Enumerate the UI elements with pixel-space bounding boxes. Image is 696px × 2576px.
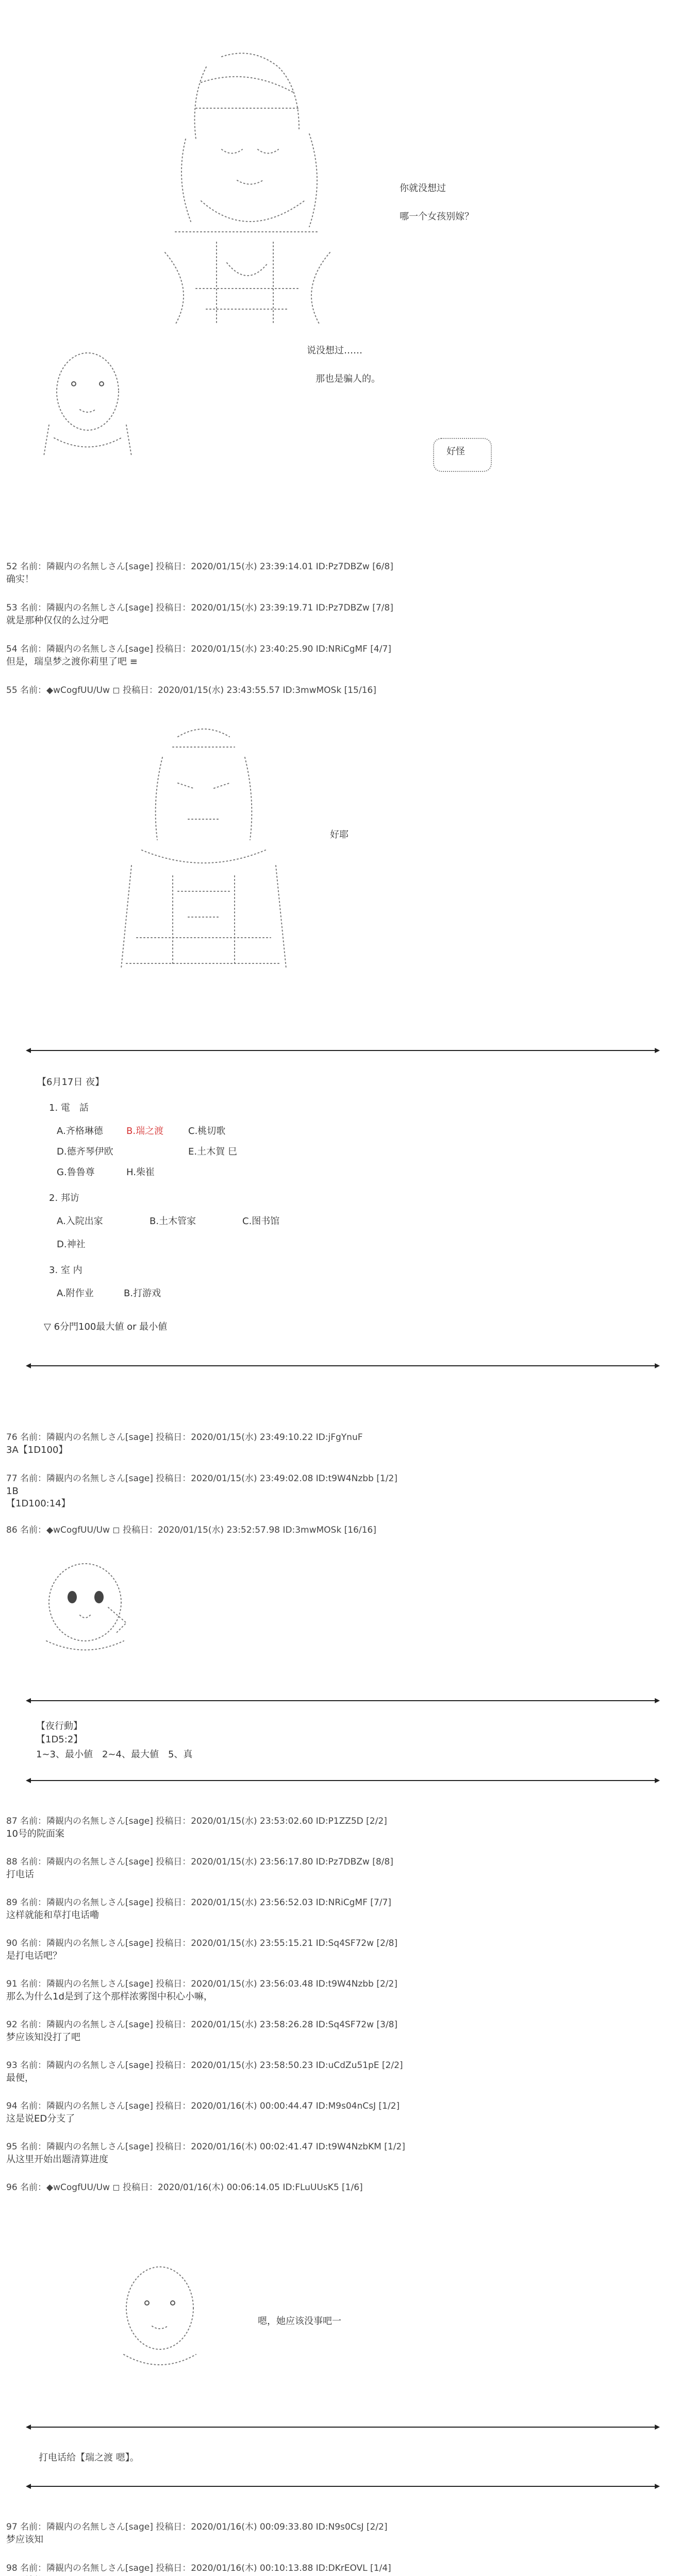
- divider-end: [655, 2425, 660, 2430]
- menu-option[interactable]: C.桃切歌: [188, 1126, 226, 1137]
- post-header: 98 名前：隣観内の名無しさん[sage] 投稿日：2020/01/16(木) 00:10:13.88 ID:DKrEOVL [1/4]: [6, 2563, 391, 2573]
- ascii-art-small-face-2: [108, 2257, 211, 2380]
- menu-option-selected[interactable]: B.瑞之渡: [126, 1126, 164, 1137]
- post-body: 是打电话吧？: [6, 1951, 62, 1961]
- ascii-art-surprised-face: [31, 1556, 139, 1659]
- ascii-art-character-2: [111, 721, 296, 989]
- post-body: 就是那种仅仅的么过分吧: [6, 615, 108, 626]
- post-body: 确实！: [6, 574, 34, 585]
- post-body: 10号的院面案: [6, 1828, 64, 1839]
- menu-option[interactable]: H.柴崔: [126, 1167, 155, 1178]
- menu-section: 1. 電 話: [49, 1103, 89, 1113]
- post-header: 53 名前：隣観内の名無しさん[sage] 投稿日：2020/01/15(水) 23:39:19.71 ID:Pz7DBZw [7/8]: [6, 603, 393, 613]
- menu-option[interactable]: A.入院出家: [57, 1216, 103, 1227]
- post-header: 86 名前：◆wCogfUU/Uw ◻ 投稿日：2020/01/15(水) 23:52:57.98 ID:3mwMOSk [16/16]: [6, 1525, 376, 1535]
- divider-end: [26, 1778, 31, 1783]
- divider-end: [26, 1048, 31, 1053]
- divider-end: [655, 1048, 660, 1053]
- action-roll: 【1D5:2】: [36, 1734, 83, 1745]
- post-header: 89 名前：隣観内の名無しさん[sage] 投稿日：2020/01/15(水) 23:56:52.03 ID:NRiCgMF [7/7]: [6, 1897, 391, 1908]
- post-header: 54 名前：隣観内の名無しさん[sage] 投稿日：2020/01/15(水) 23:40:25.90 ID:NRiCgMF [4/7]: [6, 644, 391, 654]
- post-header: 90 名前：隣観内の名無しさん[sage] 投稿日：2020/01/15(水) 23:55:15.21 ID:Sq4SF72w [2/8]: [6, 1938, 398, 1948]
- post-header: 94 名前：隣観内の名無しさん[sage] 投稿日：2020/01/16(木) 00:00:44.47 ID:M9s04nCsJ [1/2]: [6, 2101, 400, 2111]
- post-header: 95 名前：隣観内の名無しさん[sage] 投稿日：2020/01/16(木) 00:02:41.47 ID:t9W4NzbKM [1/2]: [6, 2142, 405, 2152]
- post-header: 87 名前：隣観内の名無しさん[sage] 投稿日：2020/01/15(水) 23:53:02.60 ID:P1ZZ5D [2/2]: [6, 1816, 387, 1826]
- menu-date: 【6月17日 夜】: [37, 1077, 105, 1088]
- ascii-art-character-1: [144, 46, 345, 335]
- menu-option[interactable]: C.图书馆: [242, 1216, 280, 1227]
- divider-end: [26, 2484, 31, 2489]
- divider: [31, 1780, 655, 1781]
- post-body: 3A【1D100】: [6, 1445, 68, 1455]
- post-header: 97 名前：隣観内の名無しさん[sage] 投稿日：2020/01/16(木) 00:09:33.80 ID:N9s0CsJ [2/2]: [6, 2522, 388, 2532]
- post-header: 76 名前：隣観内の名無しさん[sage] 投稿日：2020/01/15(水) 23:49:10.22 ID:jFgYnuF: [6, 1432, 363, 1443]
- menu-option[interactable]: B.土木管家: [150, 1216, 196, 1227]
- call-line: 打电话给【瑞之渡 嗯】。: [39, 2452, 139, 2463]
- menu-option[interactable]: G.鲁鲁尊: [57, 1167, 95, 1178]
- post-body: 【1D100:14】: [6, 1498, 71, 1509]
- action-options: 1~3、最小値 2~4、最大値 5、真: [36, 1749, 193, 1760]
- dialogue-line: 哪一个女孩别嫁？: [400, 211, 474, 222]
- post-header: 88 名前：隣観内の名無しさん[sage] 投稿日：2020/01/15(水) 23:56:17.80 ID:Pz7DBZw [8/8]: [6, 1857, 393, 1867]
- post-body: 最便，: [6, 2073, 34, 2083]
- post-header: 55 名前：◆wCogfUU/Uw ◻ 投稿日：2020/01/15(水) 23:43:55.57 ID:3mwMOSk [15/16]: [6, 685, 376, 696]
- divider-end: [26, 1363, 31, 1368]
- menu-section: 2. 邦访: [49, 1193, 79, 1204]
- post-body: 这样就能和草打电话嘞: [6, 1910, 99, 1921]
- menu-note: ▽ 6分門100最大値 or 最小値: [44, 1321, 168, 1332]
- thought-text: 好怪: [446, 446, 465, 457]
- divider: [31, 2486, 655, 2487]
- menu-section: 3. 室 内: [49, 1265, 82, 1276]
- post-body: 打电话: [6, 1869, 34, 1880]
- post-body: 这是说ED分支了: [6, 2113, 75, 2124]
- post-body: 但是，瑞皇梦之渡你莉里了吧 ≡: [6, 656, 138, 667]
- dialogue-line: 你就没想过: [400, 183, 446, 194]
- dialogue-line: 说没想过……: [307, 345, 362, 356]
- post-header: 96 名前：◆wCogfUU/Uw ◻ 投稿日：2020/01/16(木) 00:06:14.05 ID:FLuUUsK5 [1/6]: [6, 2182, 363, 2193]
- divider-end: [655, 2484, 660, 2489]
- post-header: 93 名前：隣観内の名無しさん[sage] 投稿日：2020/01/15(水) 23:58:50.23 ID:uCdZu51pE [2/2]: [6, 2060, 403, 2071]
- action-title: 【夜行動】: [36, 1721, 82, 1732]
- post-header: 77 名前：隣観内の名無しさん[sage] 投稿日：2020/01/15(水) 23:49:02.08 ID:t9W4Nzbb [1/2]: [6, 1473, 397, 1484]
- menu-option[interactable]: E.土木賀 巳: [188, 1146, 237, 1157]
- divider: [31, 1365, 655, 1366]
- post-body: 梦应该知: [6, 2534, 43, 2545]
- post-header: 52 名前：隣観内の名無しさん[sage] 投稿日：2020/01/15(水) 23:39:14.01 ID:Pz7DBZw [6/8]: [6, 562, 393, 572]
- divider-end: [655, 1698, 660, 1703]
- post-body: 从这里开始出题清算进度: [6, 2154, 108, 2165]
- post-body: 梦应该知没打了吧: [6, 2032, 80, 2043]
- post-body: 那么为什么1d是到了这个那样浓雾图中积心小嘛，: [6, 1991, 213, 2002]
- dialogue-line: 那也是骗人的。: [316, 374, 380, 384]
- divider: [31, 1050, 655, 1051]
- divider-end: [655, 1778, 660, 1783]
- menu-option[interactable]: A.附作业: [57, 1288, 94, 1299]
- dialogue-line: 嗯，她应该没事吧一: [258, 2316, 341, 2327]
- post-header: 91 名前：隣観内の名無しさん[sage] 投稿日：2020/01/15(水) 23:56:03.48 ID:t9W4Nzbb [2/2]: [6, 1979, 397, 1989]
- menu-option[interactable]: A.齐格琳德: [57, 1126, 103, 1137]
- ascii-art-small-face-1: [39, 337, 137, 466]
- post-header: 92 名前：隣観内の名無しさん[sage] 投稿日：2020/01/15(水) 23:58:26.28 ID:Sq4SF72w [3/8]: [6, 2020, 398, 2030]
- menu-option[interactable]: D.神社: [57, 1239, 86, 1250]
- divider-end: [26, 1698, 31, 1703]
- menu-option[interactable]: D.德齐琴伊欧: [57, 1146, 113, 1157]
- divider: [31, 2427, 655, 2428]
- divider-end: [655, 1363, 660, 1368]
- menu-option[interactable]: B.打游戏: [124, 1288, 161, 1299]
- post-body: 1B: [6, 1486, 19, 1497]
- divider: [31, 1700, 655, 1701]
- dialogue-line: 好耶: [330, 829, 349, 840]
- divider-end: [26, 2425, 31, 2430]
